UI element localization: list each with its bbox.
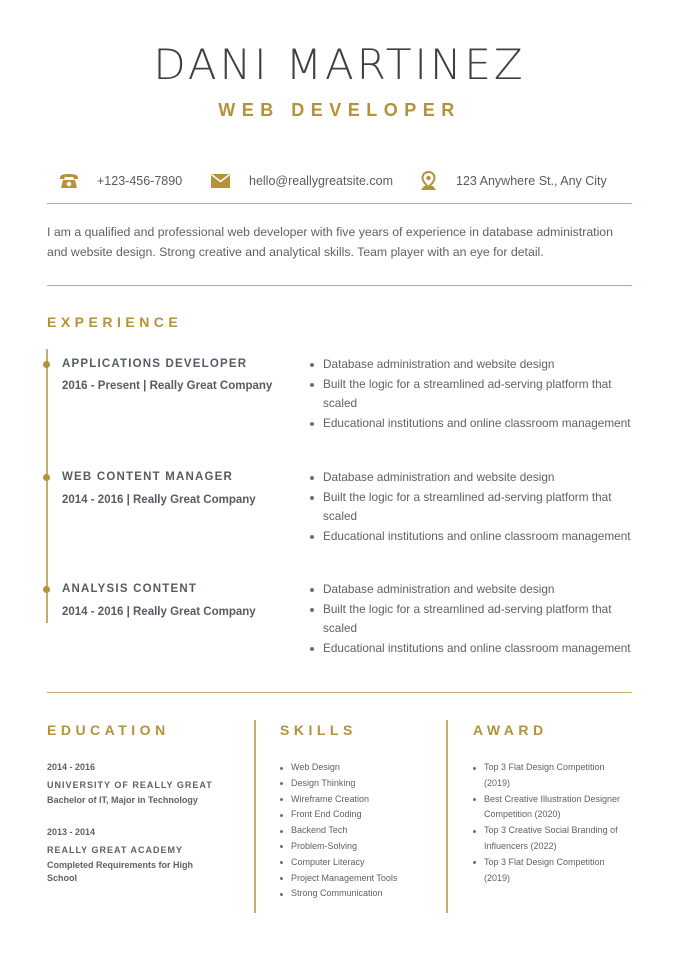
timeline-dot xyxy=(43,474,50,481)
job-title: ANALYSIS CONTENT xyxy=(62,583,198,595)
job-title: WEB CONTENT MANAGER xyxy=(62,471,234,483)
job-bullet: Database administration and website design xyxy=(308,468,638,488)
job-meta: 2014 - 2016 | Really Great Company xyxy=(62,606,256,618)
timeline-dot xyxy=(43,586,50,593)
skill-item: Wireframe Creation xyxy=(279,792,439,808)
summary-text: I am a qualified and professional web developer with five years of experience in database administration and website design. Strong creative and analytical skills. Team player with an eye for detail. xyxy=(47,225,613,259)
divider xyxy=(47,692,632,693)
job-title: APPLICATIONS DEVELOPER xyxy=(62,358,248,370)
award-item: Best Creative Illustration Designer Competition (2020) xyxy=(472,792,632,824)
education-detail: Bachelor of IT, Major in Technology xyxy=(47,795,198,805)
job-bullet: Database administration and website design xyxy=(308,580,638,600)
award-item: Top 3 Creative Social Branding of Influencers (2022) xyxy=(472,823,632,855)
skill-item: Strong Communication xyxy=(279,886,439,902)
job-bullets xyxy=(308,468,638,547)
skill-item: Backend Tech xyxy=(279,823,439,839)
education-heading: EDUCATION xyxy=(47,722,170,738)
contact-phone xyxy=(59,170,182,192)
job-bullet: Database administration and website design xyxy=(308,355,638,375)
job-bullet: Built the logic for a streamlined ad-serving platform that scaled xyxy=(308,488,638,527)
skills-list xyxy=(279,760,439,902)
job-meta: 2014 - 2016 | Really Great Company xyxy=(62,494,256,506)
contact-phone-text: +123-456-7890 xyxy=(97,174,183,188)
contact-address-text: 123 Anywhere St., Any City xyxy=(456,174,607,188)
job-bullet: Built the logic for a streamlined ad-serving platform that scaled xyxy=(308,600,638,639)
skill-item: Computer Literacy xyxy=(279,855,439,871)
award-list xyxy=(472,760,632,886)
divider xyxy=(47,203,632,204)
resume-role: WEB DEVELOPER xyxy=(218,100,461,120)
job-bullets xyxy=(308,580,638,659)
award-item: Top 3 Flat Design Competition (2019) xyxy=(472,855,632,887)
education-school: REALLY GREAT ACADEMY xyxy=(47,845,184,855)
timeline-dot xyxy=(43,361,50,368)
education-years: 2014 - 2016 xyxy=(47,762,96,772)
contact-email xyxy=(211,170,393,192)
education-school: UNIVERSITY OF REALLY GREAT xyxy=(47,780,213,790)
resume-name: DANI MARTINEZ xyxy=(153,40,526,89)
skill-item: Project Management Tools xyxy=(279,871,439,887)
job-bullet: Built the logic for a streamlined ad-serving platform that scaled xyxy=(308,375,638,414)
column-divider xyxy=(446,720,448,913)
skill-item: Front End Coding xyxy=(279,807,439,823)
education-years: 2013 - 2014 xyxy=(47,827,96,837)
award-heading: AWARD xyxy=(473,722,548,738)
skill-item: Design Thinking xyxy=(279,776,439,792)
phone-icon xyxy=(59,173,79,189)
job-bullet: Educational institutions and online classroom management xyxy=(308,527,638,547)
mail-icon xyxy=(211,174,230,188)
job-bullet: Educational institutions and online classroom management xyxy=(308,639,638,659)
location-pin-icon xyxy=(420,171,437,191)
skills-heading: SKILLS xyxy=(280,722,357,738)
experience-heading: EXPERIENCE xyxy=(47,314,183,330)
contact-email-text: hello@reallygreatsite.com xyxy=(249,174,394,188)
job-meta: 2016 - Present | Really Great Company xyxy=(62,380,273,392)
divider xyxy=(47,285,632,286)
job-bullets xyxy=(308,355,638,434)
column-divider xyxy=(254,720,256,913)
award-item: Top 3 Flat Design Competition (2019) xyxy=(472,760,632,792)
contact-address xyxy=(420,170,607,192)
job-bullet: Educational institutions and online classroom management xyxy=(308,414,638,434)
education-detail: Completed Requirements for High School xyxy=(47,860,194,883)
skill-item: Web Design xyxy=(279,760,439,776)
experience-timeline xyxy=(46,349,48,623)
skill-item: Problem-Solving xyxy=(279,839,439,855)
